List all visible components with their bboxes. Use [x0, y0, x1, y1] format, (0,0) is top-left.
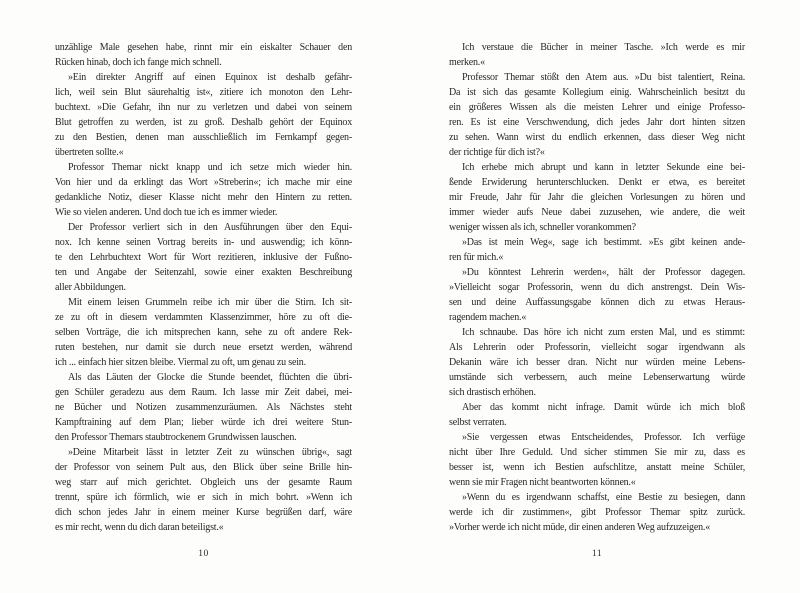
text-line: wenn sie mir Fragen nicht beantworten können.«: [449, 477, 636, 488]
text-line: übertreten sollte.«: [55, 147, 124, 158]
text-line: Dekanin wäre ich besser dran. Nicht nur würden meine Lebens-: [449, 357, 745, 368]
page-number-right: 11: [591, 549, 603, 559]
text-line: Wie so vielen anderen. Und doch tue ich es immer wieder.: [55, 207, 278, 218]
text-line: »Wenn du es irgendwann schaffst, eine Bestie zu besiegen, dann: [462, 492, 745, 503]
text-line: Ich erhebe mich abrupt und kann in letzter Sekunde eine bei-: [462, 162, 745, 173]
text-line: ßende Erwiderung herunterschlucken. Denkt er etwa, es bereitet: [449, 177, 745, 188]
text-line: weg starr auf mich gerichtet. Obgleich uns der gesamte Raum: [55, 477, 352, 488]
text-line: te den Lehrbuchtext Wort für Wort rezitieren, inklusive der Fußno-: [55, 252, 352, 263]
text-line: lich, weil sein Blut säurehaltig ist«, zitiere ich monoton den Lehr-: [55, 87, 352, 98]
text-line: »Vorher werde ich nicht müde, dir einen anderen Weg aufzuzeigen.«: [449, 522, 710, 533]
text-line: ragendem machen.«: [449, 312, 527, 323]
text-line: Als das Läuten der Glocke die Stunde beendet, flüchten die übri-: [68, 372, 352, 383]
text-line: ten und Angabe der Seitenzahl, sowie einer exakten Beschreibung: [55, 267, 352, 278]
text-line: Der Professor verliert sich in den Ausführungen über den Equi-: [68, 222, 352, 233]
text-line: Von hier und da erklingt das Wort »Streberin«; ich mache mir eine: [55, 177, 352, 188]
text-line: ze zu oft in diesem verdammten Klassenzimmer, höre zu oft die-: [55, 312, 352, 323]
text-line: trennt, spüre ich förmlich, wie er sich in mich bohrt. »Wenn ich: [55, 492, 352, 503]
text-line: immer wieder aufs Neue dabei zuzusehen, wie andere, die weit: [449, 207, 745, 218]
text-line: nicht über Ihre Geduld. Und sicher stimmen Sie mir zu, dass es: [449, 447, 745, 458]
page-right: [449, 40, 745, 559]
text-line: nox. Ich kenne seinen Vortrag bereits in- und auswendig; ich könn-: [55, 237, 352, 248]
text-line: Aber das kommt nicht infrage. Damit würde ich mich bloß: [462, 402, 745, 413]
text-line: merken.«: [449, 57, 485, 68]
page-number-left: 10: [198, 549, 209, 559]
text-line: Ich schnaube. Das höre ich nicht zum ersten Mal, und es stimmt:: [462, 327, 745, 338]
text-line: umstände sich verbessern, auch meine Lebenserwartung würde: [449, 372, 745, 383]
text-line: »Sie vergessen etwas Entscheidendes, Professor. Ich verfüge: [462, 432, 745, 443]
text-line: zu sehen. Wann wirst du endlich erkennen, dass dieser Weg nicht: [449, 132, 745, 143]
text-line: unzählige Male gesehen habe, rinnt mir ein eiskalter Schauer den: [55, 42, 352, 53]
text-line: »Das ist mein Weg«, sage ich bestimmt. »Es gibt keinen ande-: [462, 237, 745, 248]
text-line: »Vielleicht sogar Professorin, wenn du dich anstrengst. Dein Wis-: [449, 282, 745, 293]
text-line: mir Freude, Jahr für Jahr die gleichen Vorlesungen zu hören und: [449, 192, 745, 203]
text-line: es mir recht, wenn du dich daran beteiligst.«: [55, 522, 224, 533]
text-line: »Du könntest Lehrerin werden«, hält der Professor dagegen.: [462, 267, 745, 278]
text-line: werde ich dir zustimmen«, gibt Professor Themar spitz zurück.: [449, 507, 745, 518]
text-line: »Deine Mitarbeit lässt in letzter Zeit zu wünschen übrig«, sagt: [68, 447, 352, 458]
text-line: Kampftraining auf dem Plan; lieber würde ich drei weitere Stun-: [55, 417, 352, 428]
text-line: weniger wissen als ich, schneller vorankommen?: [449, 222, 636, 233]
text-line: den Professor Themars staubtrockenem Grundwissen lauschen.: [55, 432, 297, 443]
text-line: buchtext. »Die Gefahr, ihn nur zu verletzen und dabei von seinem: [55, 102, 352, 113]
text-line: selben Vorträge, die ich mitsprechen kann, sehe zu oft andere Rek-: [55, 327, 352, 338]
text-line: aller Abbildungen.: [55, 282, 126, 293]
text-line: gen Schüler geradezu aus dem Raum. Ich lasse mir Zeit dabei, mei-: [55, 387, 352, 398]
text-line: zu den Bestien, denen man ausschließlich im Fernkampf gegen-: [55, 132, 352, 143]
text-line: Blut getroffen zu werden, ist zu groß. Deshalb gehört der Equinox: [55, 117, 352, 128]
text-line: ren. Es ist eine Verschwendung, dich jedes Jahr dort hinten sitzen: [449, 117, 745, 128]
text-line: der Professor von seinem Pult aus, den Blick über seine Brille hin-: [55, 462, 352, 473]
page-left-text: [55, 40, 352, 535]
text-line: selbst verraten.: [449, 417, 507, 428]
text-line: der richtige für dich ist?«: [449, 147, 545, 158]
text-line: sich drastisch erhöhen.: [449, 387, 536, 398]
text-line: Rücken hinab, doch ich fange mich schnell.: [55, 57, 222, 68]
text-line: Mit einem leisen Grummeln reibe ich mir über die Stirn. Ich sit-: [68, 297, 352, 308]
text-line: Da ist sich das gesamte Kollegium einig. Wahrscheinlich besitzt du: [449, 87, 745, 98]
text-line: ren für mich.«: [449, 252, 504, 263]
text-line: besser ist, wenn ich Bestien aufschlitze, anstatt meine Schüler,: [449, 462, 745, 473]
text-line: gedankliche Notiz, dieser Klasse nicht mehr den Hintern zu retten.: [55, 192, 352, 203]
text-line: ein größeres Wissen als die meisten Lehrer und einige Professo-: [449, 102, 745, 113]
text-line: sen und deine Auffassungsgabe können dich zu etwas Heraus-: [449, 297, 745, 308]
text-line: ich ... einfach hier sitzen bleibe. Viermal zu oft, um genau zu sein.: [55, 357, 306, 368]
text-line: Ich verstaue die Bücher in meiner Tasche. »Ich werde es mir: [462, 42, 745, 53]
text-line: ne Bücher und Notizen zusammenzuräumen. Als Nächstes steht: [55, 402, 352, 413]
text-line: Professor Themar stößt den Atem aus. »Du bist talentiert, Reina.: [462, 72, 745, 83]
text-line: dich schon jedes Jahr in einem meiner Kurse begrüßen darf, wäre: [55, 507, 352, 518]
page-left: [55, 40, 352, 559]
text-line: Als Lehrerin oder Professorin, vielleicht sogar irgendwann als: [449, 342, 745, 353]
page-right-text: [449, 40, 745, 535]
text-line: Professor Themar nickt knapp und ich setze mich wieder hin.: [68, 162, 352, 173]
text-line: ruten bestehen, nur damit sie durch neue ersetzt werden, während: [55, 342, 352, 353]
text-line: »Ein direkter Angriff auf einen Equinox ist deshalb gefähr-: [68, 72, 352, 83]
